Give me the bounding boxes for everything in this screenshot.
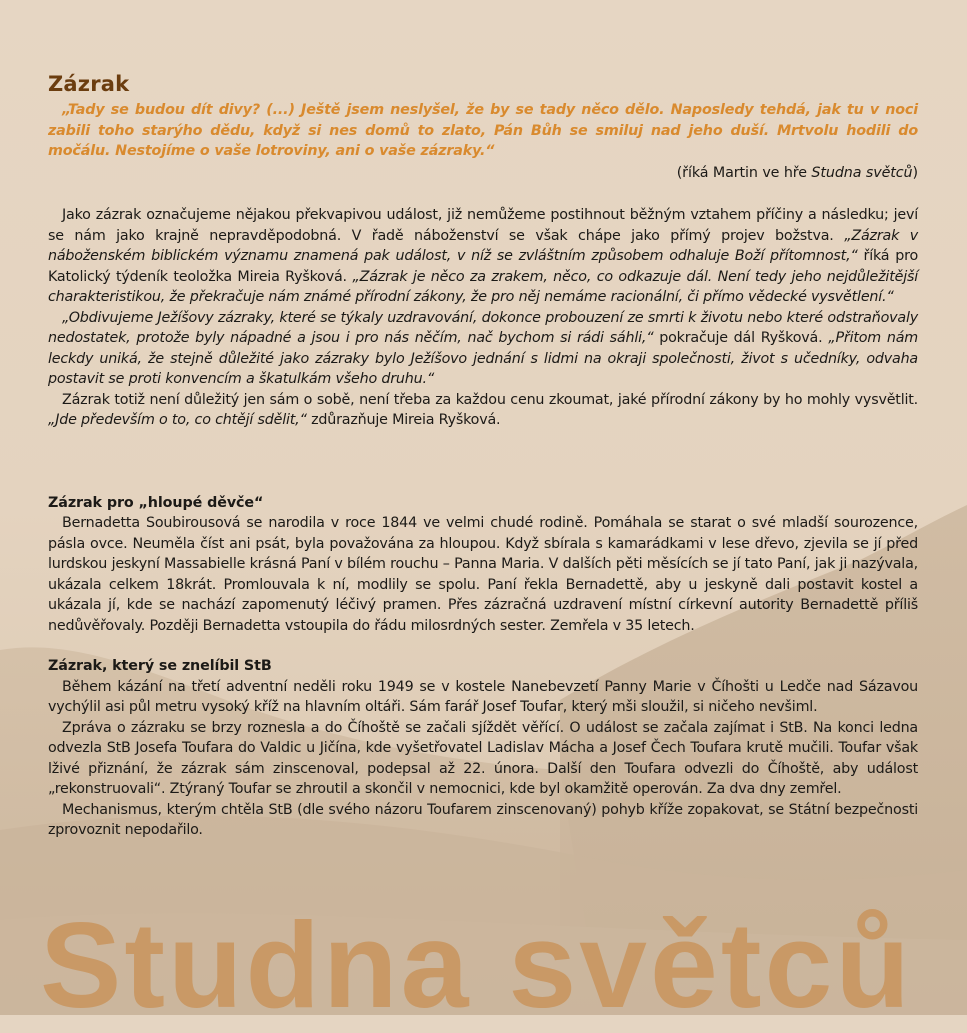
article (48, 72, 918, 841)
article-title: Zázrak (48, 72, 130, 96)
text-run: říká pro Katolický týdeník teoložka Mireia Ryšková. (48, 248, 918, 285)
watermark-logo: Studna světců (40, 897, 913, 1033)
section-paragraph: Bernadetta Soubirousová se narodila v roce 1844 ve velmi chudé rodině. Pomáhala se starat o své mladší sourozence, pásla ovce. Neuměla číst ani psát, byla považována za hloupou. Když sbírala s kamarádkami v lese dřevo, zjevila se jí před lurdskou jeskyní Massabielle krásná Paní v bílém rouchu – Panna Maria. V dalších pěti měsících se jí tato Paní, jak ji nazývala, ukázala celkem 18krát. Promlouvala k ní, modlily se spolu. Paní řekla Bernadettě, aby u jeskyně dali postavit kostel a ukázala jí, kde se nachází zapomenutý léčivý pramen. Přes zázračná uzdravení místní církevní autority Bernadettě příliš nedůvěřovaly. Později Bernadetta vstoupila do řádu milosrdných sester. Zemřela v 35 letech. (48, 515, 918, 634)
epigraph-quote: „Tady se budou dít divy? (...) Ještě jsem neslyšel, že by se tady něco dělo. Naposledy tehdá, jak tu v noci zabili toho starýho dědu, když si nes domů to zlato, Pán Bůh se smiluj nad jeho duší. Mrtvolu hodili do močálu. Nestojíme o vaše lotroviny, ani o vaše zázraky.“ (48, 102, 918, 159)
quoted-text: „Zázrak je něco za zrakem, něco, co odkazuje dál. Není tedy jeho nejdůležitější charakteristikou, že překračuje nám známé přírodní zákony, že pro něj nemáme racionální, či přímo vědecké vysvětlení.“ (48, 268, 918, 305)
quoted-text: „Přitom nám leckdy uniká, že stejně důležité jako zázraky bylo Ježíšovo jednání s lidmi na okraji společnosti, život s učedníky, odvaha postavit se proti konvencím a škatulkám všeho druhu.“ (48, 330, 918, 387)
quoted-text: „Jde především o to, co chtějí sdělit,“ (48, 412, 307, 428)
intro-paragraph-3 (48, 390, 918, 431)
section-heading: Zázrak, který se znelíbil StB (48, 658, 272, 674)
attribution-prefix: (říká Martin ve hře (676, 164, 812, 181)
intro-paragraph-1 (48, 205, 918, 308)
section-bernadetta (48, 493, 918, 637)
section-paragraph: Mechanismus, kterým chtěla StB (dle svého názoru Toufarem zinscenovaný) pohyb kříže zopakovat, se Státní bezpečnosti zprovoznit nepodařilo. (48, 801, 918, 838)
attribution-play-title: Studna světců (811, 164, 913, 181)
quoted-text: „Obdivujeme Ježíšovy zázraky, které se týkaly uzdravování, dokonce probouzení ze smrti k životu nebo které odstraňovaly nedostatek, protože byly nápadné a jsou i pro nás něčím, nač bychom si rádi sáhli,“ (48, 309, 918, 346)
section-heading: Zázrak pro „hloupé děvče“ (48, 494, 264, 511)
text-run: Jako zázrak označujeme nějakou překvapivou událost, již nemůžeme postihnout běžným vztahem příčiny a následku; jeví se nám jako krajně nepravděpodobná. V řadě náboženství se však chápe jako přímý projev božstva. (48, 207, 918, 244)
section-stb (48, 656, 918, 841)
quoted-text: „Zázrak v náboženském biblickém významu znamená pak událost, v níž se zvláštním způsobem odhaluje Boží přítomnost,“ (48, 227, 919, 264)
intro-paragraph-2 (48, 308, 918, 390)
section-paragraph: Zpráva o zázraku se brzy roznesla a do Číhoště se začali sjíždět věřící. O událost se začala zajímat i StB. Na konci ledna odvezla StB Josefa Toufara do Valdic u Jičína, kde vyšetřovatel Ladislav Mácha a Josef Čech Toufara krutě mučili. Toufar však lživé přiznání, že zázrak sám zinscenoval, podepsal až 22. února. Další den Toufara odvezli do Číhoště, aby událost „rekonstruovali“. Ztýraný Toufar se zhroutil a skončil v nemocnici, kde byl okamžitě operován. Za dva dny zemřel. (48, 719, 918, 797)
epigraph-attribution (48, 163, 918, 184)
text-run: pokračuje dál Ryšková. (653, 330, 829, 346)
attribution-suffix: ) (912, 164, 918, 181)
text-run: zdůrazňuje Mireia Ryšková. (306, 412, 501, 428)
intro-section (48, 205, 918, 431)
section-paragraph: Během kázání na třetí adventní neděli roku 1949 se v kostele Nanebevzetí Panny Marie v Číhošti u Ledče nad Sázavou vychýlil asi půl metru vysoký kříž na hlavním oltáři. Sám farář Josef Toufar, který mši sloužil, si ničeho nevšiml. (48, 678, 918, 715)
text-run: Zázrak totiž není důležitý jen sám o sobě, není třeba za každou cenu zkoumat, jaké přírodní zákony by ho mohly vysvětlit. (62, 391, 918, 408)
